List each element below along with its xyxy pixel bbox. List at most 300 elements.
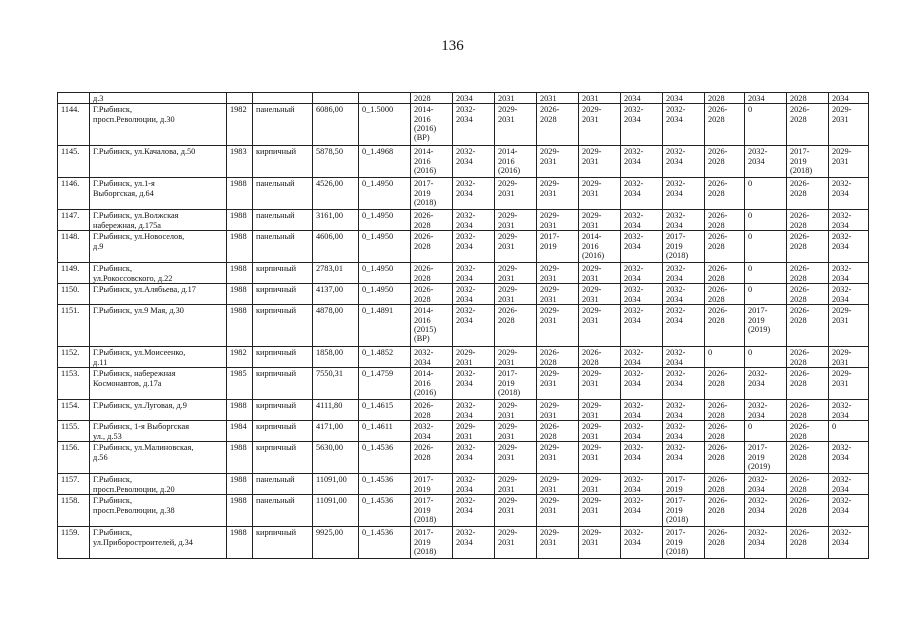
address-cell: Г.Рыбинск, ул.Луговая, д.9 [90,400,227,421]
repair-period-cell: 2032- 2034 [621,178,663,210]
repair-period-cell: 2032- 2034 [621,284,663,305]
coefficient-cell: 0_1.4852 [359,347,411,368]
repair-period-cell: 2026- 2028 [411,442,453,474]
repair-period-cell: 2029- 2031 [537,495,579,527]
repair-period-cell: 0 [745,210,787,231]
repair-period-cell: 2017- 2019 (2018) [411,495,453,527]
repair-period-cell: 2026- 2028 [787,210,829,231]
repair-period-cell: 2032- 2034 [829,284,869,305]
repair-period-cell: 2017- 2019 (2018) [495,368,537,400]
repair-period-cell: 2026- 2028 [705,263,745,284]
repair-period-cell: 2032- 2034 [829,263,869,284]
address-cell: Г.Рыбинск, ул.Приборостроителей, д.34 [90,527,227,559]
repair-period-cell: 2032- 2034 [829,474,869,495]
repair-period-cell: 2032- 2034 [453,284,495,305]
table-row [58,527,869,559]
repair-period-cell: 2026- 2028 [705,495,745,527]
repair-period-cell: 2032- 2034 [663,368,705,400]
repair-period-cell: 2034 [663,93,705,104]
repair-period-cell: 2028 [411,93,453,104]
repair-period-cell: 2034 [745,93,787,104]
year-cell: 1988 [227,231,253,263]
repair-period-cell: 2029- 2031 [495,210,537,231]
repair-period-cell: 2014- 2016 (2016) [495,146,537,178]
repair-period-cell: 2032- 2034 [621,421,663,442]
table-row [58,305,869,347]
wall-material-cell: панельный [253,231,313,263]
year-cell: 1982 [227,347,253,368]
repair-period-cell: 2032- 2034 [663,104,705,146]
repair-period-cell: 2029- 2031 [537,146,579,178]
repair-period-cell: 2032- 2034 [663,284,705,305]
area-cell: 4171,00 [313,421,359,442]
coefficient-cell: 0_1.4950 [359,263,411,284]
repair-period-cell: 2029- 2031 [453,347,495,368]
area-cell: 4526,00 [313,178,359,210]
year-cell: 1988 [227,442,253,474]
area-cell: 11091,00 [313,474,359,495]
repair-period-cell: 2032- 2034 [829,495,869,527]
repair-period-cell: 2026- 2028 [411,284,453,305]
repair-period-cell: 2032- 2034 [453,146,495,178]
repair-period-cell: 2032- 2034 [663,442,705,474]
year-cell: 1984 [227,421,253,442]
repair-period-cell: 2026- 2028 [705,146,745,178]
repair-period-cell: 2032- 2034 [829,210,869,231]
area-cell: 4137,00 [313,284,359,305]
repair-period-cell: 2029- 2031 [453,421,495,442]
repair-period-cell: 2026- 2028 [705,231,745,263]
year-cell: 1983 [227,146,253,178]
wall-material-cell: кирпичный [253,347,313,368]
repair-period-cell: 2026- 2028 [411,210,453,231]
coefficient-cell: 0_1.4968 [359,146,411,178]
repair-period-cell: 2026- 2028 [579,347,621,368]
repair-period-cell: 2026- 2028 [705,305,745,347]
repair-period-cell: 2029- 2031 [495,104,537,146]
repair-period-cell: 2014- 2016 (2015) (ВР) [411,305,453,347]
repair-period-cell: 2032- 2034 [663,305,705,347]
repair-period-cell: 2032- 2034 [745,495,787,527]
repair-period-cell: 2029- 2031 [579,263,621,284]
repair-period-cell: 2017- 2019 (2018) [663,231,705,263]
coefficient-cell [359,93,411,104]
table-row [58,400,869,421]
repair-period-cell: 2029- 2031 [579,527,621,559]
wall-material-cell: панельный [253,210,313,231]
repair-period-cell: 2029- 2031 [495,178,537,210]
repair-period-cell: 2026- 2028 [787,178,829,210]
repair-period-cell: 2029- 2031 [829,146,869,178]
wall-material-cell: кирпичный [253,400,313,421]
repair-period-cell: 2029- 2031 [537,305,579,347]
row-number-cell: 1158. [58,495,90,527]
address-cell: Г.Рыбинск, ул.Малиновская, д.56 [90,442,227,474]
repair-period-cell: 2014- 2016 (2016) [411,368,453,400]
area-cell: 2783,01 [313,263,359,284]
repair-period-cell: 2032- 2034 [453,305,495,347]
wall-material-cell: кирпичный [253,284,313,305]
repair-period-cell: 2029- 2031 [579,210,621,231]
repair-period-cell: 2017- 2019 [411,474,453,495]
repair-period-cell: 0 [705,347,745,368]
repair-period-cell: 2026- 2028 [705,284,745,305]
repair-period-cell: 2026- 2028 [495,305,537,347]
repair-period-cell: 2029- 2031 [579,474,621,495]
repair-period-cell: 0 [829,421,869,442]
row-number-cell: 1156. [58,442,90,474]
address-cell: Г.Рыбинск, просп.Революции, д.38 [90,495,227,527]
table-row [58,421,869,442]
repair-period-cell: 2032- 2034 [453,210,495,231]
repair-period-cell: 2026- 2028 [411,231,453,263]
year-cell: 1988 [227,284,253,305]
table-row [58,263,869,284]
repair-period-cell: 2026- 2028 [537,104,579,146]
coefficient-cell: 0_1.4950 [359,284,411,305]
year-cell: 1988 [227,305,253,347]
area-cell: 6086,00 [313,104,359,146]
coefficient-cell: 0_1.4950 [359,231,411,263]
area-cell: 5878,50 [313,146,359,178]
repair-period-cell: 2032- 2034 [621,263,663,284]
wall-material-cell: панельный [253,178,313,210]
repair-period-cell: 0 [745,104,787,146]
repair-period-cell: 2032- 2034 [621,474,663,495]
repair-period-cell: 2034 [453,93,495,104]
repair-period-cell: 2029- 2031 [579,421,621,442]
repair-period-cell: 2029- 2031 [537,368,579,400]
year-cell: 1988 [227,527,253,559]
wall-material-cell [253,93,313,104]
address-cell: Г.Рыбинск, ул.Моисеенко, д.11 [90,347,227,368]
repair-period-cell: 2032- 2034 [621,495,663,527]
coefficient-cell: 0_1.4950 [359,178,411,210]
repair-period-cell: 2032- 2034 [453,231,495,263]
row-number-cell: 1157. [58,474,90,495]
coefficient-cell: 0_1.4611 [359,421,411,442]
repair-period-cell: 2029- 2031 [537,400,579,421]
repair-period-cell: 2026- 2028 [705,442,745,474]
repair-period-cell: 2032- 2034 [621,231,663,263]
repair-period-cell: 2029- 2031 [495,231,537,263]
coefficient-cell: 0_1.4536 [359,442,411,474]
repair-period-cell: 2026- 2028 [411,263,453,284]
repair-period-cell: 2032- 2034 [663,178,705,210]
address-cell: Г.Рыбинск, ул.Волжская набережная, д.175а [90,210,227,231]
repair-period-cell: 2029- 2031 [537,527,579,559]
repair-period-cell: 2032- 2034 [663,210,705,231]
repair-period-cell: 2029- 2031 [495,284,537,305]
repair-period-cell: 2026- 2028 [787,495,829,527]
repair-period-cell: 2026- 2028 [705,210,745,231]
wall-material-cell: кирпичный [253,527,313,559]
address-cell: Г.Рыбинск, ул.9 Мая, д.30 [90,305,227,347]
repair-period-cell: 2029- 2031 [829,104,869,146]
repair-period-cell: 2026- 2028 [537,347,579,368]
wall-material-cell: кирпичный [253,421,313,442]
repair-period-cell: 2026- 2028 [705,178,745,210]
repair-period-cell: 0 [745,421,787,442]
year-cell: 1985 [227,368,253,400]
wall-material-cell: панельный [253,474,313,495]
repair-period-cell: 2026- 2028 [705,474,745,495]
table-row [58,104,869,146]
table-row [58,178,869,210]
repair-period-cell: 2026- 2028 [705,421,745,442]
repair-period-cell: 2029- 2031 [537,474,579,495]
repair-period-cell: 2029- 2031 [829,347,869,368]
address-cell: Г.Рыбинск, ул.1-я Выборгская, д.64 [90,178,227,210]
repair-period-cell: 2026- 2028 [787,231,829,263]
repair-period-cell: 2017- 2019 (2019) [745,305,787,347]
repair-period-cell: 2032- 2034 [453,368,495,400]
wall-material-cell: панельный [253,495,313,527]
repair-period-cell: 2034 [829,93,869,104]
coefficient-cell: 0_1.4615 [359,400,411,421]
repair-period-cell: 2032- 2034 [621,527,663,559]
wall-material-cell: кирпичный [253,146,313,178]
repair-period-cell: 2026- 2028 [787,421,829,442]
year-cell: 1988 [227,263,253,284]
repair-period-cell: 2029- 2031 [829,305,869,347]
year-cell: 1988 [227,495,253,527]
repair-period-cell: 2014- 2016 (2016) (ВР) [411,104,453,146]
repair-period-cell: 2029- 2031 [495,527,537,559]
year-cell: 1988 [227,474,253,495]
repair-period-cell: 2029- 2031 [579,400,621,421]
repair-period-cell: 2014- 2016 (2016) [411,146,453,178]
repair-period-cell: 2032- 2034 [621,442,663,474]
repair-period-cell: 2032- 2034 [745,474,787,495]
repair-period-cell: 2032- 2034 [621,146,663,178]
repair-period-cell: 2029- 2031 [495,442,537,474]
address-cell: Г.Рыбинск, ул.Качалова, д.50 [90,146,227,178]
coefficient-cell: 0_1.4536 [359,495,411,527]
repair-period-cell: 2026- 2028 [787,527,829,559]
repair-period-cell: 2029- 2031 [579,284,621,305]
repair-period-cell: 2032- 2034 [663,146,705,178]
repair-period-cell: 2029- 2031 [495,474,537,495]
wall-material-cell: кирпичный [253,368,313,400]
address-cell: Г.Рыбинск, набережная Космонавтов, д.17а [90,368,227,400]
repair-period-cell: 2026- 2028 [787,104,829,146]
repair-period-cell: 2032- 2034 [411,347,453,368]
coefficient-cell: 0_1.4759 [359,368,411,400]
table-row [58,210,869,231]
repair-period-cell: 0 [745,231,787,263]
row-number-cell: 1155. [58,421,90,442]
address-cell: Г.Рыбинск, просп.Революции, д.30 [90,104,227,146]
repair-period-cell: 0 [745,284,787,305]
year-cell [227,93,253,104]
coefficient-cell: 0_1.4950 [359,210,411,231]
area-cell [313,93,359,104]
repair-period-cell: 2032- 2034 [663,400,705,421]
repair-period-cell: 2026- 2028 [787,368,829,400]
repair-period-cell: 2029- 2031 [579,368,621,400]
row-number-cell: 1150. [58,284,90,305]
wall-material-cell: кирпичный [253,305,313,347]
repair-period-cell: 2029- 2031 [537,210,579,231]
row-number-cell: 1159. [58,527,90,559]
page-number: 136 [441,38,464,54]
repair-period-cell: 2028 [705,93,745,104]
repair-period-cell: 2029- 2031 [495,495,537,527]
repair-period-cell: 2026- 2028 [705,400,745,421]
repair-period-cell: 2029- 2031 [537,263,579,284]
repair-period-cell: 0 [745,347,787,368]
repair-period-cell: 2028 [787,93,829,104]
area-cell: 3161,00 [313,210,359,231]
repair-period-cell: 2032- 2034 [663,347,705,368]
repair-period-cell: 2017- 2019 (2018) [663,527,705,559]
repair-period-cell: 2029- 2031 [579,146,621,178]
repair-period-cell: 2026- 2028 [787,284,829,305]
repair-period-cell: 2017- 2019 (2019) [745,442,787,474]
area-cell: 11091,00 [313,495,359,527]
repair-period-cell: 2031 [537,93,579,104]
repair-period-cell: 2032- 2034 [621,400,663,421]
repair-period-cell: 2026- 2028 [787,442,829,474]
row-number-cell: 1148. [58,231,90,263]
area-cell: 7550,31 [313,368,359,400]
repair-period-cell: 2032- 2034 [621,305,663,347]
table-row [58,442,869,474]
repair-period-cell: 2032- 2034 [411,421,453,442]
repair-period-cell: 2026- 2028 [787,474,829,495]
area-cell: 9925,00 [313,527,359,559]
repair-period-cell: 2029- 2031 [495,400,537,421]
area-cell: 1858,00 [313,347,359,368]
repair-period-cell: 2029- 2031 [537,442,579,474]
repair-period-cell: 2029- 2031 [579,104,621,146]
table-row [58,474,869,495]
repair-period-cell: 2017- 2019 (2018) [787,146,829,178]
repair-period-cell: 2029- 2031 [579,442,621,474]
row-number-cell: 1149. [58,263,90,284]
table-row [58,368,869,400]
row-number-cell: 1151. [58,305,90,347]
address-cell: Г.Рыбинск, ул.Алябьева, д.17 [90,284,227,305]
repair-period-cell: 2032- 2034 [663,263,705,284]
repair-period-cell: 2032- 2034 [453,400,495,421]
table-row [58,347,869,368]
repair-period-cell: 2026- 2028 [787,305,829,347]
repair-period-cell: 2032- 2034 [621,210,663,231]
row-number-cell: 1147. [58,210,90,231]
coefficient-cell: 0_1.5000 [359,104,411,146]
repair-period-cell: 2029- 2031 [579,178,621,210]
area-cell: 4878,00 [313,305,359,347]
repair-period-cell: 2034 [621,93,663,104]
repair-period-cell: 2026- 2028 [705,104,745,146]
repair-period-cell: 2017- 2019 [537,231,579,263]
repair-period-cell: 0 [745,263,787,284]
repair-period-cell: 2032- 2034 [829,400,869,421]
repair-period-cell: 2029- 2031 [579,305,621,347]
repair-period-cell: 2017- 2019 [663,474,705,495]
repair-period-cell: 2029- 2031 [495,421,537,442]
table-body [58,93,869,559]
repair-period-cell: 2032- 2034 [453,442,495,474]
table-row [58,495,869,527]
table-row [58,231,869,263]
row-number-cell: 1152. [58,347,90,368]
repair-period-cell: 2017- 2019 (2018) [411,527,453,559]
repair-period-cell: 2031 [495,93,537,104]
repair-period-cell: 2032- 2034 [829,527,869,559]
area-cell: 5630,00 [313,442,359,474]
repair-period-cell: 2026- 2028 [787,263,829,284]
year-cell: 1988 [227,178,253,210]
row-number-cell: 1144. [58,104,90,146]
address-cell: д.3 [90,93,227,104]
repair-period-cell: 2026- 2028 [787,347,829,368]
repair-period-cell: 2026- 2028 [705,368,745,400]
repair-period-cell: 2017- 2019 (2018) [663,495,705,527]
coefficient-cell: 0_1.4536 [359,474,411,495]
coefficient-cell: 0_1.4536 [359,527,411,559]
year-cell: 1988 [227,400,253,421]
repair-period-cell: 2014- 2016 (2016) [579,231,621,263]
repair-period-cell: 2032- 2034 [829,178,869,210]
repair-period-cell: 2032- 2034 [453,178,495,210]
repair-period-cell: 2026- 2028 [705,527,745,559]
year-cell: 1982 [227,104,253,146]
table-row [58,284,869,305]
repair-period-cell: 2032- 2034 [621,347,663,368]
wall-material-cell: кирпичный [253,442,313,474]
repair-period-cell: 2026- 2028 [537,421,579,442]
area-cell: 4111,80 [313,400,359,421]
repair-period-cell: 2029- 2031 [829,368,869,400]
repair-period-cell: 2032- 2034 [453,263,495,284]
repair-period-cell: 2029- 2031 [495,347,537,368]
repair-period-cell: 2032- 2034 [621,104,663,146]
repair-period-cell: 2032- 2034 [829,442,869,474]
repair-period-cell: 0 [745,178,787,210]
repair-period-cell: 2031 [579,93,621,104]
wall-material-cell: кирпичный [253,263,313,284]
repair-period-cell: 2032- 2034 [745,527,787,559]
repair-period-cell: 2029- 2031 [537,178,579,210]
repair-period-cell: 2032- 2034 [621,368,663,400]
row-number-cell: 1146. [58,178,90,210]
repair-period-cell: 2032- 2034 [745,400,787,421]
repair-period-cell: 2017- 2019 (2018) [411,178,453,210]
table-row [58,146,869,178]
repair-period-cell: 2032- 2034 [453,495,495,527]
repair-period-cell: 2026- 2028 [787,400,829,421]
repair-period-cell: 2032- 2034 [829,231,869,263]
repair-period-cell: 2032- 2034 [453,104,495,146]
repair-period-cell: 2026- 2028 [411,400,453,421]
address-cell: Г.Рыбинск, ул.Рокоссовского, д.22 [90,263,227,284]
repair-period-cell: 2032- 2034 [745,146,787,178]
repair-period-cell: 2029- 2031 [579,495,621,527]
address-cell: Г.Рыбинск, ул.Новоселов, д.9 [90,231,227,263]
coefficient-cell: 0_1.4891 [359,305,411,347]
repair-period-cell: 2032- 2034 [663,421,705,442]
repair-schedule-table [57,92,869,559]
repair-period-cell: 2032- 2034 [745,368,787,400]
row-number-cell: 1145. [58,146,90,178]
repair-period-cell: 2029- 2031 [537,284,579,305]
row-number-cell: 1153. [58,368,90,400]
address-cell: Г.Рыбинск, просп.Революции, д.20 [90,474,227,495]
row-number-cell: 1154. [58,400,90,421]
